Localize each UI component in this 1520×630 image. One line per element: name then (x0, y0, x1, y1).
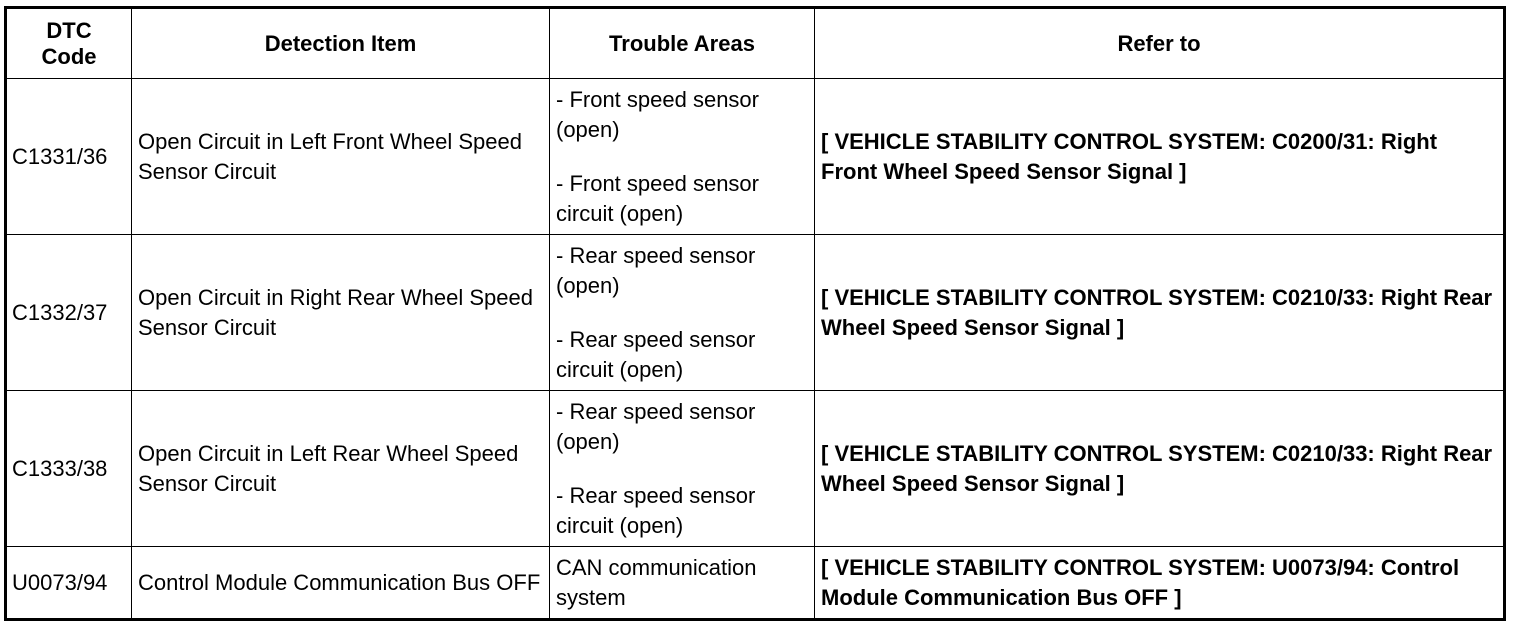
dtc-code-cell: C1333/38 (6, 391, 132, 547)
trouble-area-item: - Rear speed sensor circuit (open) (556, 326, 756, 382)
detection-item-cell: Control Module Communication Bus OFF (132, 547, 550, 620)
dtc-code-cell: U0073/94 (6, 547, 132, 620)
header-refer-to: Refer to (815, 8, 1505, 79)
trouble-areas-cell (550, 391, 815, 547)
table-header (6, 8, 1505, 79)
refer-to-link[interactable]: [ VEHICLE STABILITY CONTROL SYSTEM: U0073/94: Control Module Communication Bus OFF ] (815, 547, 1505, 620)
header-detection-item: Detection Item (132, 8, 550, 79)
header-trouble-areas: Trouble Areas (550, 8, 815, 79)
header-dtc-code-label: DTC Code (41, 17, 97, 69)
table-row (6, 391, 1505, 547)
dtc-code-cell: C1332/37 (6, 235, 132, 391)
dtc-code-cell: C1331/36 (6, 79, 132, 235)
header-row (6, 8, 1505, 79)
trouble-area-item: - Rear speed sensor (open) (556, 242, 756, 298)
table-row (6, 235, 1505, 391)
trouble-areas-cell (550, 547, 815, 620)
refer-to-link[interactable]: [ VEHICLE STABILITY CONTROL SYSTEM: C0210/33: Right Rear Wheel Speed Sensor Signal ] (815, 235, 1505, 391)
refer-to-link[interactable]: [ VEHICLE STABILITY CONTROL SYSTEM: C0210/33: Right Rear Wheel Speed Sensor Signal ] (815, 391, 1505, 547)
trouble-area-item: CAN communication system (556, 554, 757, 610)
trouble-area-item: - Front speed sensor (open) (556, 86, 759, 142)
detection-item-cell: Open Circuit in Left Front Wheel Speed Sensor Circuit (132, 79, 550, 235)
trouble-areas-cell (550, 79, 815, 235)
detection-item-cell: Open Circuit in Right Rear Wheel Speed Sensor Circuit (132, 235, 550, 391)
header-dtc-code (6, 8, 132, 79)
table-row (6, 79, 1505, 235)
trouble-area-item: - Front speed sensor circuit (open) (556, 170, 759, 226)
table-body (6, 79, 1505, 620)
table-row (6, 547, 1505, 620)
detection-item-cell: Open Circuit in Left Rear Wheel Speed Sensor Circuit (132, 391, 550, 547)
refer-to-link[interactable]: [ VEHICLE STABILITY CONTROL SYSTEM: C0200/31: Right Front Wheel Speed Sensor Signal ] (815, 79, 1505, 235)
trouble-area-item: - Rear speed sensor circuit (open) (556, 482, 756, 538)
trouble-area-item: - Rear speed sensor (open) (556, 398, 756, 454)
trouble-areas-cell (550, 235, 815, 391)
dtc-table (4, 6, 1506, 621)
